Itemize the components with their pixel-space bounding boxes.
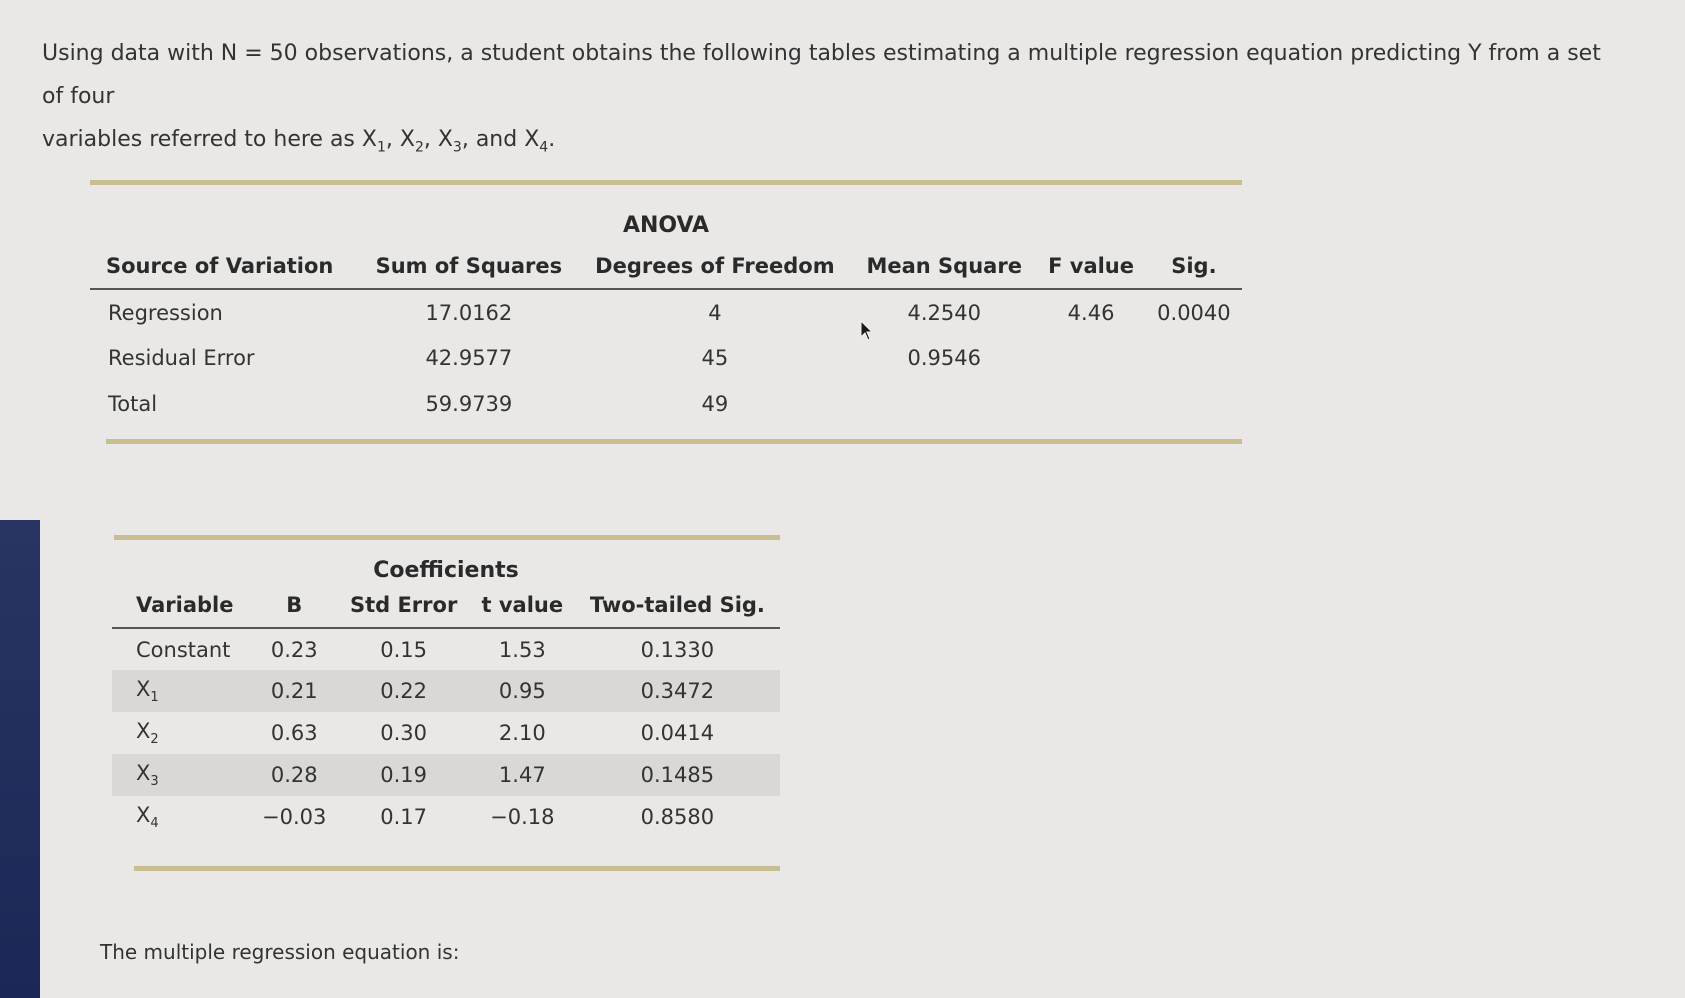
coef-row-x1	[112, 670, 780, 712]
anova-cell-df: 45	[701, 346, 729, 370]
anova-header-df: Degrees of Freedom	[595, 254, 835, 278]
coef-cell-b: 0.21	[270, 679, 318, 703]
coef-cell-variable: $X_1$	[136, 676, 159, 706]
anova-header-ss: Sum of Squares	[375, 254, 563, 278]
anova-cell-sig	[1146, 381, 1242, 427]
anova-row-residual	[90, 335, 1242, 381]
coef-header-sig: Two-tailed Sig.	[589, 593, 765, 617]
coef-cell-t: 0.95	[498, 679, 546, 703]
anova-header-sig: Sig.	[1171, 254, 1217, 278]
coef-cell-sig: 0.1485	[640, 763, 715, 787]
coef-cell-b: 0.23	[270, 637, 318, 662]
intro-line-1: Using data with N = 50 observations, a student obtains the following tables estimating a multiple regression equation predicting Y from a set of four	[42, 41, 1601, 109]
coef-cell-variable: Constant	[136, 637, 231, 662]
coef-row-x3	[112, 754, 780, 796]
anova-cell-source: Residual Error	[108, 346, 255, 370]
coef-cell-t: 1.47	[498, 763, 546, 787]
anova-cell-source: Regression	[108, 300, 223, 325]
coef-cell-se: 0.30	[380, 721, 428, 745]
coef-cell-b: −0.03	[262, 805, 327, 829]
coef-row-x2	[112, 712, 780, 754]
anova-cell-df: 4	[708, 300, 722, 325]
anova-cell-f	[1036, 335, 1146, 381]
anova-title: ANOVA	[622, 213, 710, 238]
coefficients-header-row	[112, 585, 780, 628]
anova-cell-sig	[1146, 335, 1242, 381]
anova-cell-f	[1036, 381, 1146, 427]
coef-cell-t: 1.53	[498, 637, 546, 662]
coef-cell-se: 0.19	[380, 763, 428, 787]
anova-cell-ss: 59.9739	[425, 392, 513, 416]
coef-cell-sig: 0.8580	[640, 805, 715, 829]
anova-cell-df: 49	[701, 392, 729, 416]
coef-cell-variable: $X_3$	[136, 760, 159, 790]
coef-header-t: t value	[481, 593, 564, 617]
coefficients-title: Coefficients	[373, 558, 519, 583]
anova-cell-ss: 42.9577	[425, 346, 513, 370]
anova-cell-source: Total	[108, 392, 158, 416]
anova-cell-ms	[852, 381, 1036, 427]
coef-header-se: Std Error	[349, 593, 458, 617]
coefficients-table-block	[112, 535, 780, 871]
anova-cell-ms: 0.9546	[907, 346, 981, 370]
coef-row-constant	[112, 628, 780, 670]
anova-bottom-rule	[106, 439, 1242, 444]
anova-cell-ss: 17.0162	[425, 300, 513, 325]
anova-row-regression	[90, 289, 1242, 335]
coef-cell-t: 2.10	[498, 721, 546, 745]
coef-cell-sig: 0.3472	[640, 679, 715, 703]
regression-equation-prompt: The multiple regression equation is:	[100, 940, 460, 964]
coef-cell-t: −0.18	[490, 805, 555, 829]
coefficients-table	[112, 585, 780, 838]
coef-cell-b: 0.63	[270, 721, 318, 745]
coef-header-variable: Variable	[136, 593, 234, 617]
coef-cell-b: 0.28	[270, 763, 318, 787]
coef-cell-sig: 0.0414	[640, 721, 715, 745]
anova-header-ms: Mean Square	[866, 254, 1022, 278]
anova-header-source: Source of Variation	[106, 254, 334, 278]
anova-table	[90, 246, 1242, 427]
coef-cell-se: 0.15	[380, 637, 428, 662]
coef-header-b: B	[286, 593, 303, 617]
coef-row-x4	[112, 796, 780, 838]
coefficients-bottom-rule	[134, 866, 780, 871]
mouse-pointer-icon	[860, 320, 874, 342]
anova-row-total	[90, 381, 1242, 427]
coef-cell-variable: $X_4$	[136, 802, 159, 832]
anova-header-f: F value	[1048, 254, 1135, 278]
anova-cell-f: 4.46	[1067, 300, 1115, 325]
problem-statement	[42, 32, 1622, 169]
anova-header-row	[90, 246, 1242, 289]
intro-line-2: variables referred to here as $X_1$, $X_2$, $X_3$, and $X_4$.	[42, 127, 556, 156]
anova-cell-sig: 0.0040	[1157, 300, 1231, 325]
anova-table-block	[90, 180, 1242, 444]
coef-cell-variable: $X_2$	[136, 718, 159, 748]
coef-cell-sig: 0.1330	[640, 637, 715, 662]
coef-cell-se: 0.17	[380, 805, 428, 829]
anova-cell-ms: 4.2540	[907, 300, 981, 325]
coef-cell-se: 0.22	[380, 679, 428, 703]
